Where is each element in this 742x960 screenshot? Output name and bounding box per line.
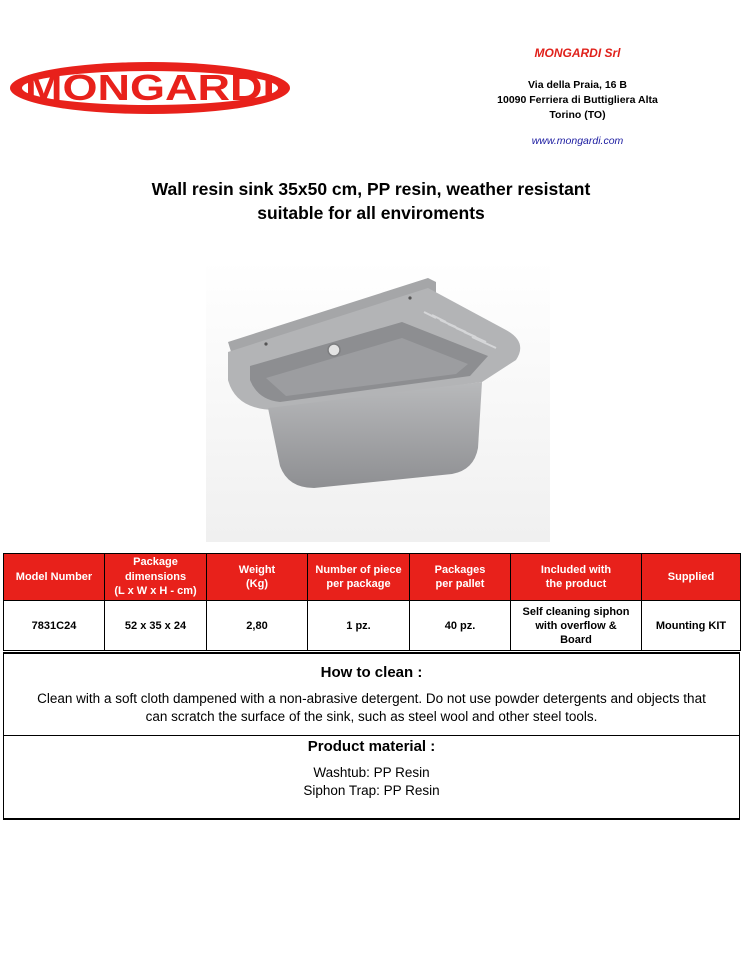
address-line: 10090 Ferriera di Buttigliera Alta: [497, 94, 658, 106]
address-line: Torino (TO): [549, 109, 606, 121]
cell-model-number: 7831C24: [4, 601, 105, 651]
header-package-dimensions: Package dimensions (L x W x H - cm): [105, 554, 207, 601]
company-info: [470, 46, 685, 147]
wall-sink-image: [206, 260, 550, 542]
address-line: Via della Praia, 16 B: [527, 79, 628, 91]
spec-table: [3, 553, 741, 651]
header-weight: Weight (Kg): [207, 554, 308, 601]
header-included: Included with the product: [511, 554, 642, 601]
cell-package-dimensions: 52 x 35 x 24: [105, 601, 207, 651]
cell-included: Self cleaning siphon with overflow & Board: [511, 601, 642, 651]
table-header-row: [4, 554, 741, 601]
how-to-clean-text: Clean with a soft cloth dampened with a non-abrasive detergent. Do not use powder detergents and objects that can scratch the surface of the sink, such as steel wool and other steel tools.: [37, 691, 706, 724]
header-model-number: Model Number: [4, 554, 105, 601]
product-material-text: Washtub: PP Resin Siphon Trap: PP Resin: [303, 765, 440, 798]
company-name: MONGARDI Srl: [534, 46, 621, 60]
header-pieces-per-package: Number of piece per package: [308, 554, 410, 601]
title-line: suitable for all enviroments: [257, 203, 485, 223]
cell-pieces-per-package: 1 pz.: [308, 601, 410, 651]
table-row: [4, 601, 741, 651]
website-link[interactable]: www.mongardi.com: [531, 135, 624, 147]
header-supplied: Supplied: [642, 554, 741, 601]
cell-packages-per-pallet: 40 pz.: [410, 601, 511, 651]
how-to-clean-heading: How to clean :: [320, 664, 423, 681]
cell-supplied: Mounting KIT: [642, 601, 741, 651]
svg-text:MONGARDI: MONGARDI: [25, 67, 275, 108]
page-title: [0, 177, 742, 225]
title-line: Wall resin sink 35x50 cm, PP resin, weather resistant: [151, 179, 591, 199]
info-section: [3, 652, 740, 820]
cell-weight: 2,80: [207, 601, 308, 651]
header-packages-per-pallet: Packages per pallet: [410, 554, 511, 601]
mongardi-logo: [8, 58, 292, 118]
how-to-clean-box: [4, 654, 739, 736]
product-material-heading: Product material :: [307, 738, 436, 755]
product-material-box: [4, 736, 739, 818]
